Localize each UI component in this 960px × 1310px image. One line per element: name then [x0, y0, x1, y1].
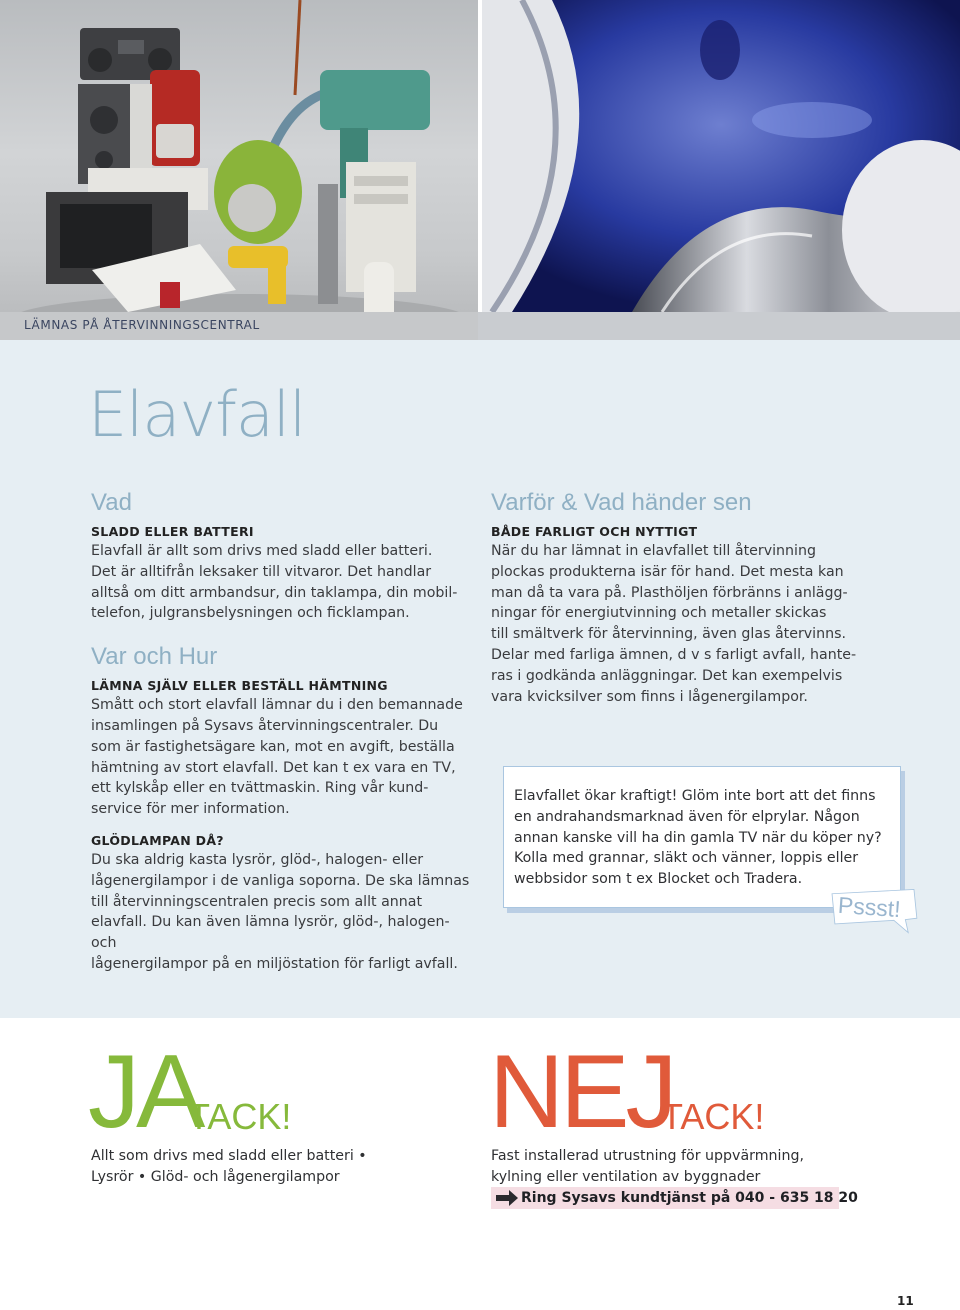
glodlampan-text: Du ska aldrig kasta lysrör, glöd-, halogen- eller lågenergilampor i de vanliga soporna. De ska lämnas till återvinningscentralen precis som allt annat elavfall. Du kan även lämna lysrör, glöd-, halogen- och lågenergilampor på en miljöstation för farligt avfall.	[91, 851, 470, 972]
varfor-subheading: BÅDE FARLIGT OCH NYTTIGT	[491, 524, 698, 539]
nej-tack-label: TACK!	[661, 1096, 765, 1137]
page-title: Elavfall	[88, 378, 306, 451]
varfor-heading: Varför & Vad händer sen	[491, 489, 752, 516]
varfor-text: När du har lämnat in elavfallet till återvinning plockas produkterna isär för hand. Det mesta kan man då ta vara på. Plasthöljen förbränns i anlägg- ningar för energiutvinning och metaller skickas till smältverk för återvinning, även glas återvinns. Delar med farliga ämnen, d v s farligt avfall, hante- ras i godkända anläggningar. Det kan exempelvis vara kvicksilver som finns i lågenergilampor.	[491, 543, 857, 705]
light-bulb-illustration	[482, 0, 960, 312]
var-och-hur-subheading: LÄMNA SJÄLV ELLER BESTÄLL HÄMTNING	[91, 678, 388, 694]
phone-callout-text: Ring Sysavs kundtjänst på 040 - 635 18 20	[521, 1190, 858, 1206]
vad-text: Elavfall är allt som drivs med sladd eller batteri. Det är alltifrån leksaker till vitvaror. Det handlar alltså om ditt armbandsur, din taklampa, din mobil- telefon, julgransbelysningen och ficklampan.	[91, 543, 458, 622]
ja-tack-label: TACK!	[188, 1096, 292, 1137]
var-och-hur-text: Smått och stort elavfall lämnar du i den bemannade insamlingen på Sysavs återvinningscentraler. Du som är fastighetsägare kan, mot en avgift, beställa hämtning av stort elavfall. Det kan t ex vara en TV, ett kylskåp eller en tvättmaskin. Ring vår kund- service för mer information.	[91, 697, 463, 818]
ja-heading: JA	[88, 1034, 202, 1150]
pssst-badge: Pssst!	[837, 891, 902, 923]
tip-text: Elavfallet ökar kraftigt! Glöm inte bort att det finns en andrahandsmarknad även för elprylar. Någon annan kanske vill ha din gamla TV när du köper ny? Kolla med grannar, släkt och vänner, loppis eller webbsidor som t ex Blocket och Tradera.	[514, 788, 882, 888]
vad-subheading: SLADD ELLER BATTERI	[91, 524, 254, 539]
glodlampan-subheading: GLÖDLAMPAN DÅ?	[91, 832, 224, 848]
nej-list: Fast installerad utrustning för uppvärmning, kylning eller ventilation av byggnader	[491, 1148, 804, 1185]
light-bulb-photo	[482, 0, 960, 312]
electronics-photo	[0, 0, 478, 340]
ja-list: Allt som drivs med sladd eller batteri • Lysrör • Glöd- och lågenergilampor	[91, 1148, 367, 1185]
var-och-hur-heading: Var och Hur	[91, 643, 218, 671]
arrow-right-icon	[496, 1190, 518, 1206]
nej-heading: NEJ	[489, 1034, 674, 1150]
electronics-illustration	[0, 0, 478, 340]
right-column	[491, 488, 871, 707]
page-number: 11	[897, 1294, 914, 1308]
vad-heading: Vad	[91, 489, 132, 516]
left-column	[91, 488, 471, 975]
caption-label: LÄMNAS PÅ ÅTERVINNINGSCENTRAL	[24, 318, 260, 332]
